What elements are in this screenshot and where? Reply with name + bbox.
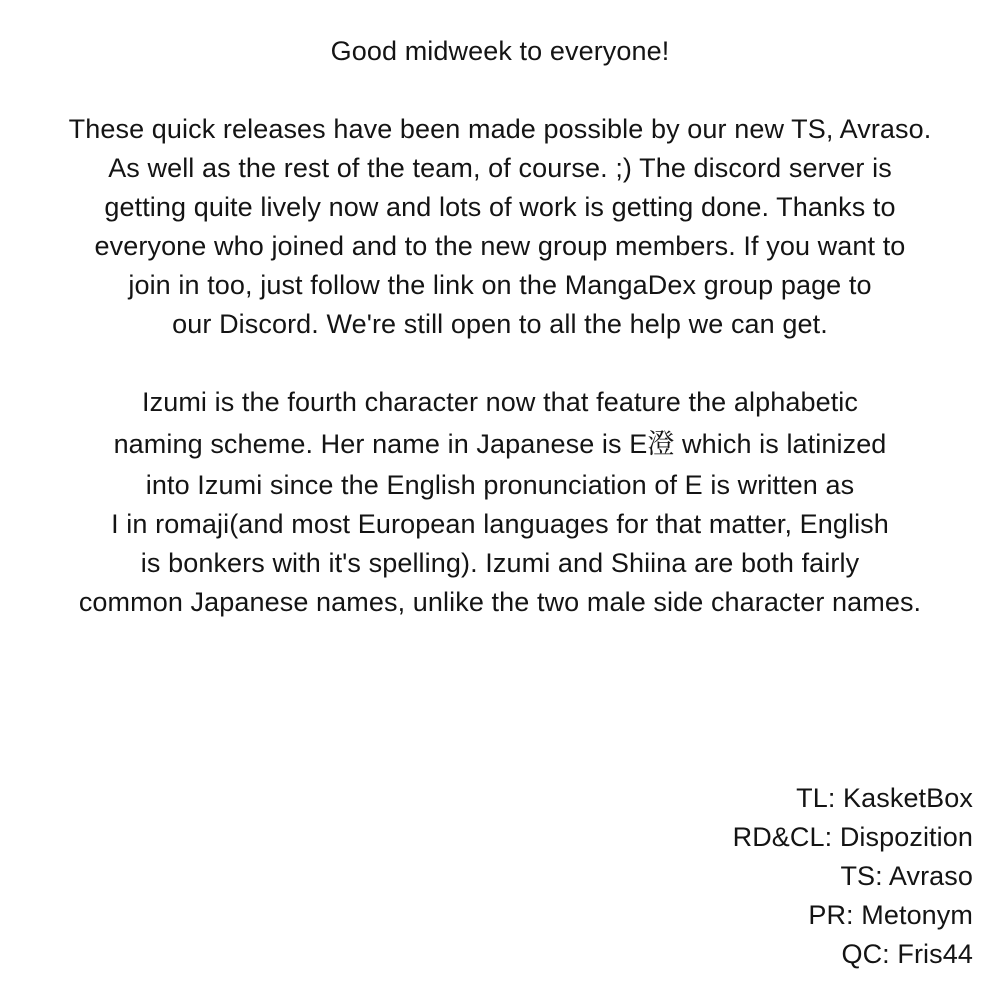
- paragraph1-line: These quick releases have been made possible by our new TS, Avraso.: [68, 114, 932, 144]
- greeting-title: Good midweek to everyone!: [330, 36, 670, 66]
- paragraph1-line: everyone who joined and to the new group members. If you want to: [94, 231, 906, 261]
- credit-line-ts: TS: Avraso: [840, 861, 973, 891]
- paragraph2-line: common Japanese names, unlike the two male side character names.: [78, 587, 922, 617]
- paragraph1-line: our Discord. We're still open to all the help we can get.: [172, 309, 828, 339]
- paragraph1-line: getting quite lively now and lots of work is getting done. Thanks to: [104, 192, 896, 222]
- paragraph-gap: [0, 71, 1000, 110]
- paragraph2-line: Izumi is the fourth character now that feature the alphabetic: [142, 387, 858, 417]
- credit-line-rd-cl: RD&CL: Dispozition: [732, 822, 973, 852]
- paragraph2-line: is bonkers with it's spelling). Izumi and Shiina are both fairly: [140, 548, 860, 578]
- paragraph1-line: As well as the rest of the team, of course. ;) The discord server is: [108, 153, 892, 183]
- credit-line-pr: PR: Metonym: [808, 900, 973, 930]
- credit-line-qc: QC: Fris44: [841, 939, 973, 969]
- notes-text-block: [0, 32, 1000, 622]
- paragraph1-line: join in too, just follow the link on the MangaDex group page to: [128, 270, 872, 300]
- paragraph2-line: into Izumi since the English pronunciation of E is written as: [145, 470, 855, 500]
- paragraph2-line: I in romaji(and most European languages for that matter, English: [111, 509, 889, 539]
- paragraph2-line: naming scheme. Her name in Japanese is E澄 which is latinized: [113, 429, 887, 459]
- credit-line-tl: TL: KasketBox: [796, 783, 973, 813]
- paragraph-gap: [0, 344, 1000, 383]
- credits-list: [733, 779, 973, 974]
